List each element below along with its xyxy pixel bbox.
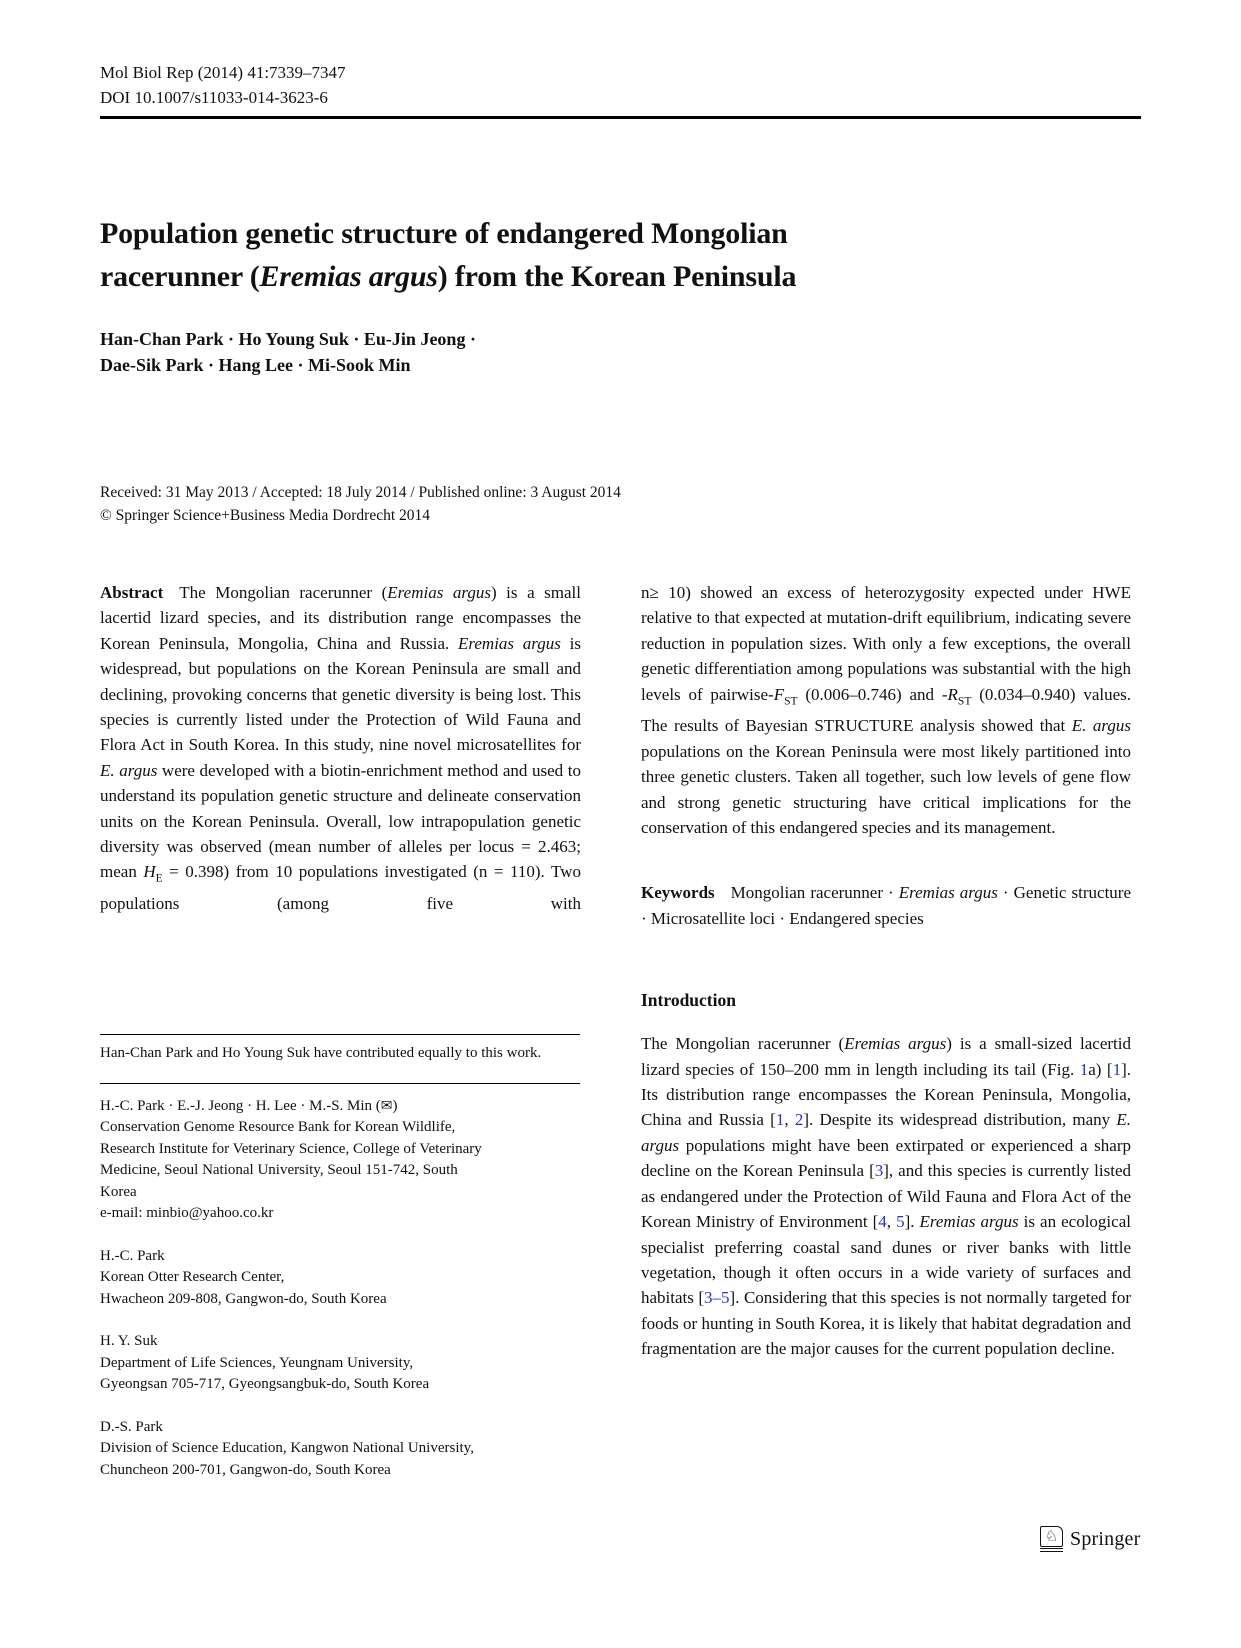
figure-link[interactable]: 1 — [1079, 1059, 1089, 1079]
journal-header — [100, 60, 346, 110]
citation-link[interactable]: 2 — [794, 1110, 804, 1130]
equal-contribution-note: Han-Chan Park and Ho Young Suk have contributed equally to this work. — [100, 1045, 542, 1061]
right-column — [641, 580, 1131, 1362]
envelope-icon: ✉ — [380, 1097, 393, 1114]
keywords-label: Keywords — [641, 883, 715, 903]
affiliation-suk-hy: H. Y. Suk Department of Life Sciences, Yeungnam University, Gyeongsan 705-717, Gyeongsangbuk-do, South Korea — [100, 1333, 430, 1392]
article-title: Population genetic structure of endangered Mongolian racerunner (Eremias argus) from the Korean Peninsula — [100, 217, 797, 293]
keywords-paragraph: Keywords Mongolian racerunner · Eremias argus · Genetic structure · Microsatellite loci · Endangered species — [641, 883, 1131, 928]
citation-link[interactable]: 1 — [1112, 1059, 1122, 1079]
left-column — [100, 580, 581, 917]
author-line-2: Dae-Sik Park · Hang Lee · Mi-Sook Min — [100, 355, 411, 375]
footnote-block — [100, 1034, 581, 1481]
affiliation-park-ds: D.-S. Park Division of Science Education, Kangwon National University, Chuncheon 200-701, Gangwon-do, South Korea — [100, 1418, 474, 1478]
citation-link[interactable]: 5 — [896, 1212, 905, 1232]
citation-link[interactable]: 3 — [874, 1161, 884, 1181]
footnote-rule-top — [100, 1034, 580, 1035]
springer-knight-icon: ♘ — [1040, 1526, 1063, 1552]
received-accepted-published: Received: 31 May 2013 / Accepted: 18 July 2014 / Published online: 3 August 2014 — [100, 484, 621, 501]
article-history — [100, 482, 621, 527]
abstract-label: Abstract — [100, 583, 164, 602]
footnote-rule-bottom — [100, 1083, 580, 1084]
affiliation-corresponding: H.-C. Park · E.-J. Jeong · H. Lee · M.-S. Min (✉) Conservation Genome Resource Bank for Korean Wildlife, Research Institute for Veterinary Science, College of Veterinary Medicine, Seoul National University, Seoul 151-742, South Korea e-mail: minbio@yahoo.co.kr — [100, 1097, 482, 1221]
author-line-1: Han-Chan Park · Ho Young Suk · Eu-Jin Jeong · — [100, 329, 476, 349]
citation-link[interactable]: 4 — [878, 1212, 887, 1232]
affiliation-park-hc: H.-C. Park Korean Otter Research Center, Hwacheon 209-808, Gangwon-do, South Korea — [100, 1247, 387, 1307]
introduction-paragraph: The Mongolian racerunner (Eremias argus) is a small-sized lacertid lizard species of 150–200 mm in length including its tail (Fig. 1a) [1]. Its distribution range encompasses the Korean Peninsula, Mongolia, China and Russia [1, 2]. Despite its widespread distribution, many E. argus populations might have been extirpated or experienced a sharp decline on the Korean Peninsula [3], and this species is currently listed as endangered under the Protection of Wild Fauna and Flora Act of the Korean Ministry of Environment [4, 5]. Eremias argus is an ecological specialist preferring coastal sand dunes or river banks with little vegetation, though it often occurs in a wide variety of surfaces and habitats [3–5]. Considering that this species is not normally targeted for foods or hunting in South Korea, it is likely that habitat degradation and fragmentation are the major causes for the current population decline. — [641, 1034, 1132, 1359]
citation-link[interactable]: 1 — [775, 1110, 785, 1130]
copyright-line: © Springer Science+Business Media Dordrecht 2014 — [100, 506, 431, 524]
springer-logo — [1040, 1526, 1140, 1552]
author-list — [100, 326, 476, 378]
email-link[interactable]: minbio@yahoo.co.kr — [146, 1205, 274, 1221]
journal-citation: Mol Biol Rep (2014) 41:7339–7347 — [100, 63, 346, 82]
section-heading-introduction: Introduction — [641, 990, 736, 1011]
header-rule — [100, 116, 1141, 119]
springer-wordmark: Springer — [1070, 1527, 1141, 1550]
abstract-paragraph-right: n≥ 10) showed an excess of heterozygosity expected under HWE relative to that expected at mutation-drift equilibrium, indicating severe reduction in population sizes. With only a few exceptions, the overall genetic differentiation among populations was substantial with the high levels of pairwise-$F_{ST}$ (0.006–0.746) and $-R_{ST}$ (0.034–0.940) values. The results of Bayesian STRUCTURE analysis showed that E. argus populations on the Korean Peninsula were most likely partitioned into three genetic clusters. Taken all together, such low levels of gene flow and strong genetic structuring have critical implications for the conservation of this endangered species and its management. — [641, 583, 1131, 838]
doi-text[interactable]: DOI 10.1007/s11033-014-3623-6 — [100, 88, 328, 107]
citation-link[interactable]: 3–5 — [704, 1288, 730, 1308]
abstract-paragraph-left: Abstract The Mongolian racerunner (Eremias argus) is a small lacertid lizard species, and its distribution range encompasses the Korean Peninsula, Mongolia, China and Russia. Eremias argus is widespread, but populations on the Korean Peninsula are small and declining, provoking concerns that genetic diversity is being lost. This species is currently listed under the Protection of Wild Fauna and Flora Act in South Korea. In this study, nine novel microsatellites for E. argus were developed with a biotin-enrichment method and used to understand its population genetic structure and delineate conservation units on the Korean Peninsula. Overall, low intrapopulation genetic diversity was observed (mean number of alleles per locus = 2.463; mean $H_E = 0.398$) from 10 populations investigated (n = 110). Two populations (among five with — [100, 583, 581, 914]
